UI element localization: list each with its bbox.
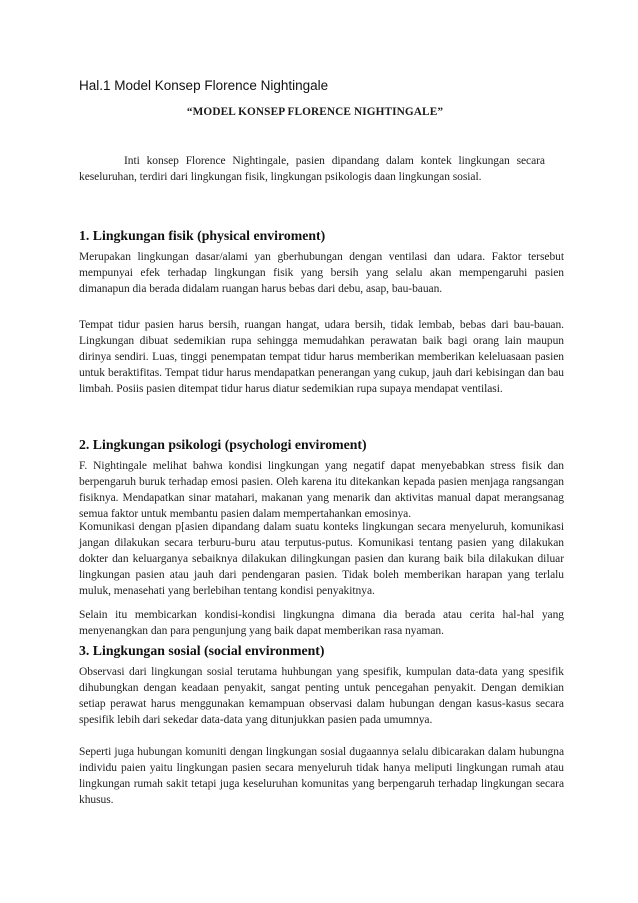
intro-paragraph	[79, 153, 545, 185]
section-1-paragraph-2: Tempat tidur pasien harus bersih, ruangan hangat, udara bersih, tidak lembab, bebas dari bau-bauan. Lingkungan dibuat sedemikian rupa sehingga memudahkan perawatan baik bagi orang lain maupun dirinya sendiri. Luas, tinggi penempatan tempat tidur harus memberikan memberikan keleluasaan pasien untuk beraktifitas. Tempat tidur harus mendapatkan penerangan yang cukup, jauh dari kebisingan dan bau limbah. Posiis pasien ditempat tidur harus diatur sedemikian rupa supaya mendapat ventilasi.	[79, 319, 564, 395]
document-title: “MODEL KONSEP FLORENCE NIGHTINGALE”	[186, 106, 444, 118]
intro-text: Inti konsep Florence Nightingale, pasien dipandang dalam kontek lingkungan secara keseluruhan, terdiri dari lingkungan fisik, lingkungan psikologis daan lingkungan sosial.	[79, 155, 545, 183]
section-2-paragraph-2: Komunikasi dengan p[asien dipandang dalam suatu konteks lingkungan secara menyeluruh, komunikasi jangan dilakukan secara terburu-buru atau terputus-putus. Komunikasi tentang pasien yang dilakukan dokter dan keluarganya sebaiknya dilakukan dilingkungan pasien dan kurang baik bila dilakukan diluar lingkungan pasien atau jauh dari pendengaran pasien. Tidak boleh memberikan harapan yang terlalu muluk, menasehati yang berlebihan tentang kondisi penyakitnya.	[79, 521, 564, 597]
section-3-paragraph-1: Observasi dari lingkungan sosial terutama huhbungan yang spesifik, kumpulan data-data yang spesifik dihubungkan dengan keadaan penyakit, sangat penting untuk pencegahan penyakit. Dengan demikian setiap perawat harus menggunakan kemampuan observasi dalam hubungan dengan kasus-kasus secara spesifik lebih dari sekedar data-data yang ditunjukkan pasien pada umumnya.	[79, 666, 564, 726]
section-2-paragraph-1: F. Nightingale melihat bahwa kondisi lingkungan yang negatif dapat menyebabkan stress fisik dan berpengaruh buruk terhadap emosi pasien. Oleh karena itu ditekankan kepada pasien menjaga rangsangan fisiknya. Mendapatkan sinar matahari, makanan yang menarik dan aktivitas manual dapat merangsanag semua faktor untuk membantu pasien dalam mempertahankan emosinya.	[79, 460, 564, 520]
section-3-paragraph-2: Seperti juga hubungan komuniti dengan lingkungan sosial dugaannya selalu dibicarakan dalam hubungna individu paien yaitu lingkungan pasien secara menyeluruh tidak hanya meliputi lingkungan rumah atau lingkungan rumah sakit tetapi juga keseluruhan komunitas yang berpengaruh terhadap lingkungan secara khusus.	[79, 746, 564, 806]
section-1-paragraph-1: Merupakan lingkungan dasar/alami yan gberhubungan dengan ventilasi dan udara. Faktor tersebut mempunyai efek terhadap lingkungan fisik yang bersih yang selalu akan mempengaruhi pasien dimanapun dia berada didalam ruangan harus bebas dari debu, asap, bau-bauan.	[79, 251, 564, 295]
section-heading-physical: 1. Lingkungan fisik (physical enviroment)	[79, 228, 326, 243]
page-header: Hal.1 Model Konsep Florence Nightingale	[79, 78, 329, 93]
section-heading-social: 3. Lingkungan sosial (social environment)	[79, 643, 325, 658]
section-2-paragraph-3: Selain itu membicarkan kondisi-kondisi lingkungna dimana dia berada atau cerita hal-hal yang menyenangkan dan para pengunjung yang baik dapat memberikan rasa nyaman.	[79, 609, 564, 637]
section-heading-psychological: 2. Lingkungan psikologi (psychologi enviroment)	[79, 437, 367, 452]
